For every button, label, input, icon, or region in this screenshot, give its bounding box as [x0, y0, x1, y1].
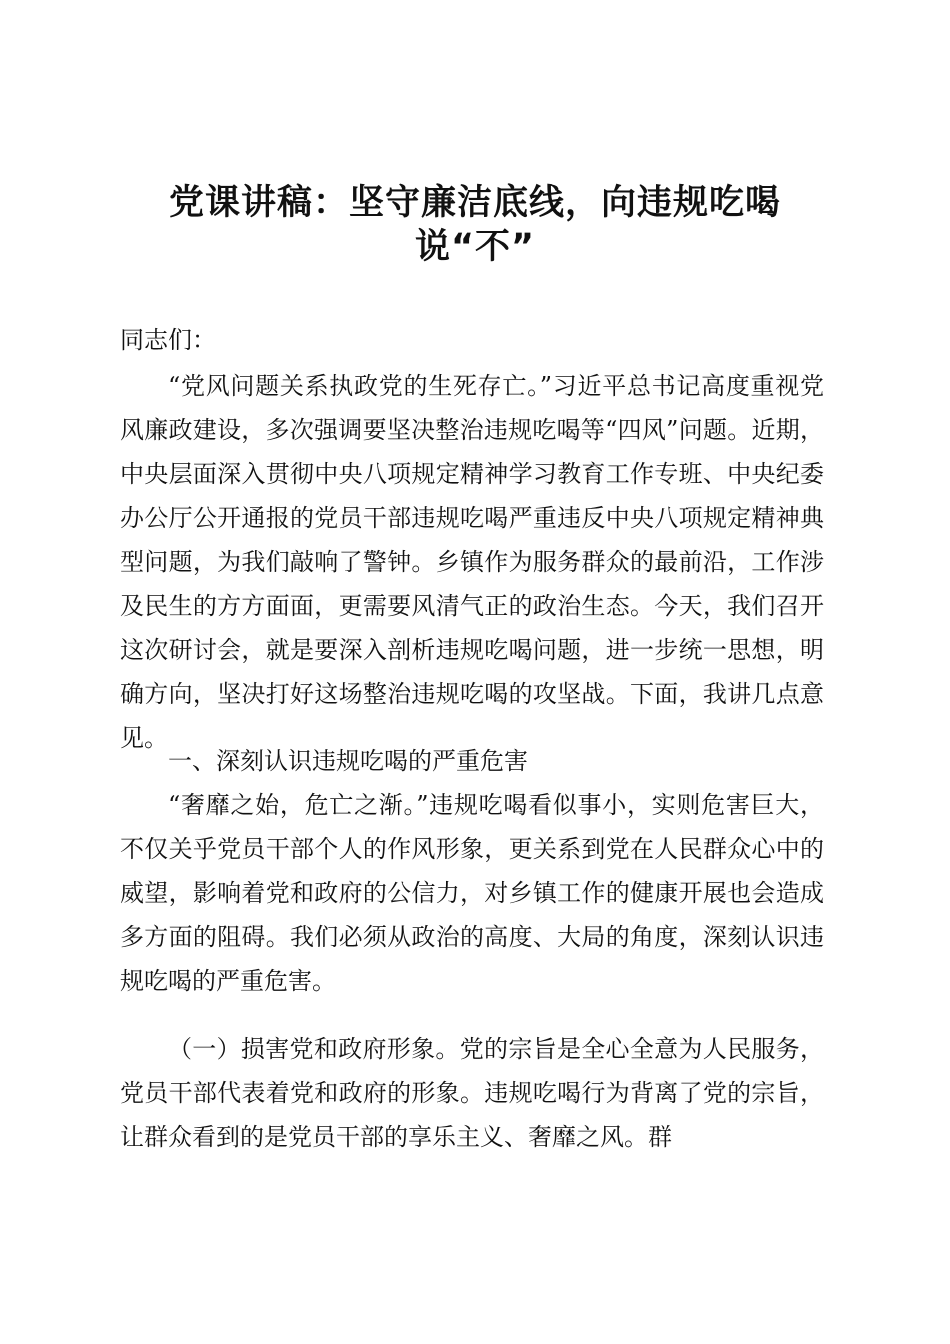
subsection-body-1: 党的宗旨是全心全意为人民服务，党员干部代表着党和政府的形象。违规吃喝行为背离了党的宗旨，让群众看到的是党员干部的享乐主义、奢靡之风。群: [120, 1035, 825, 1151]
paragraph-section-1: “奢靡之始，危亡之渐。”违规吃喝看似事小，实则危害巨大，不仅关乎党员干部个人的作风形象，更关系到党在人民群众心中的威望，影响着党和政府的公信力，对乡镇工作的健康开展也会造成多方面的阻碍。我们必须从政治的高度、大局的角度，深刻认识违规吃喝的严重危害。: [120, 791, 824, 995]
document-title-line2: 说“不”: [414, 227, 535, 267]
salutation: 同志们：: [120, 326, 216, 354]
document-title-line1: 党课讲稿：坚守廉洁底线，向违规吃喝: [168, 183, 781, 223]
paragraph-intro: “党风问题关系执政党的生死存亡。”习近平总书记高度重视党风廉政建设，多次强调要坚决整治违规吃喝等“四风”问题。近期，中央层面深入贯彻中央八项规定精神学习教育工作专班、中央纪委办公厅公开通报的党员干部违规吃喝严重违反中央八项规定精神典型问题，为我们敲响了警钟。乡镇作为服务群众的最前沿，工作涉及民生的方方面面，更需要风清气正的政治生态。今天，我们召开这次研讨会，就是要深入剖析违规吃喝问题，进一步统一思想，明确方向，坚决打好这场整治违规吃喝的攻坚战。下面，我讲几点意见。: [120, 372, 824, 752]
paragraph-subsection-1: [120, 1027, 824, 1159]
section-heading-1: 一、深刻认识违规吃喝的严重危害: [168, 747, 528, 775]
subsection-heading-1: （一）损害党和政府形象。: [168, 1035, 460, 1063]
